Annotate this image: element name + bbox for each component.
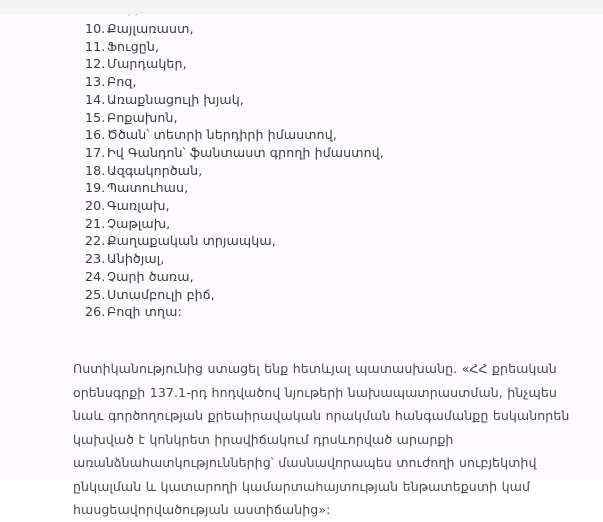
list-item-label: Անիծյալ, (107, 251, 165, 267)
list-item (85, 215, 585, 233)
list-item-label: Իվ Գանդոն՝ ֆանտաստ գրողի իմաստով, (107, 144, 384, 160)
closing-paragraph: Ոստիկանությունից ստացել ենք հետևյալ պատասխանը. «ՀՀ քրեական օրենսգրքի 137.1-րդ հոդվածով նյութերի նախապատրաստման, ինչպես նաև գործողության քրեաիրավական որակման հանգամանքը եսկանորեն կախված է կոնկրետ իրավիճակում դրսևորված արարքի առանձնահատկություններից՝ մասնավորապես տուժողի սուբյեկտիվ ընկալման և կատարողի կամարտահայտության ենթատեքստի կամ հասցեավորվածության աստիճանից»: (73, 361, 570, 517)
list-item (85, 162, 585, 180)
list-item (85, 232, 585, 250)
document-content (0, 14, 603, 517)
list-item-label: Բոքախոն, (107, 109, 178, 125)
list-item (85, 303, 585, 321)
list-item (85, 20, 585, 38)
list-item-label: Պատուհաս, (107, 180, 189, 196)
list-item-label: Չաթլախ, (107, 215, 171, 231)
list-item (85, 268, 585, 286)
numbered-term-list (85, 20, 585, 321)
list-item-number: 24. (85, 268, 106, 284)
list-item-label: Ծծան՝ տետրի ներդիրի իմաստով, (107, 127, 337, 143)
list-item-number: 19. (85, 180, 106, 196)
list-item (85, 55, 585, 73)
list-item-label: Բոզ, (107, 74, 137, 90)
list-item-number: 10. (85, 21, 106, 36)
list-item-label: Բոզի տղա: (107, 304, 182, 320)
list-item-number: 25. (85, 286, 106, 302)
list-item (85, 91, 585, 109)
list-item-number: 20. (85, 198, 106, 214)
list-item (85, 126, 585, 144)
list-item (85, 250, 585, 268)
list-item-number: 18. (85, 162, 106, 178)
list-item-number: 17. (85, 144, 106, 160)
list-item-number: 11. (85, 38, 106, 54)
list-item (85, 197, 585, 215)
list-item-number: 13. (85, 74, 106, 90)
list-item-number: 22. (85, 233, 106, 249)
list-item (85, 109, 585, 127)
list-item-number: 16. (85, 127, 106, 143)
list-item-label: Գառլախ, (107, 198, 170, 214)
list-item-label: Քաղաքական տրյապկա, (107, 233, 276, 249)
list-item-number: 15. (85, 109, 106, 125)
list-item (85, 286, 585, 304)
list-item (85, 73, 585, 91)
list-item (85, 38, 585, 56)
list-item-label: Քայլառաստ, (107, 21, 194, 36)
list-item (85, 179, 585, 197)
top-grey-strip (0, 0, 603, 14)
list-item (85, 144, 585, 162)
list-item-number: 23. (85, 251, 106, 267)
list-item-label: Ստամբուլի բիճ, (107, 286, 215, 302)
list-item-number: 26. (85, 304, 106, 320)
list-item-number: 21. (85, 215, 106, 231)
list-item-number: 12. (85, 56, 106, 72)
list-item-label: Մարդակեր, (107, 56, 187, 72)
list-item-label: Չարի ծառա, (107, 268, 194, 284)
list-item-label: Ֆուցըն, (107, 38, 160, 54)
list-item-label: Ազգակործան, (107, 162, 203, 178)
list-item-number: 14. (85, 91, 106, 107)
list-item-label: Առաքնացուլի խյակ, (107, 91, 244, 107)
